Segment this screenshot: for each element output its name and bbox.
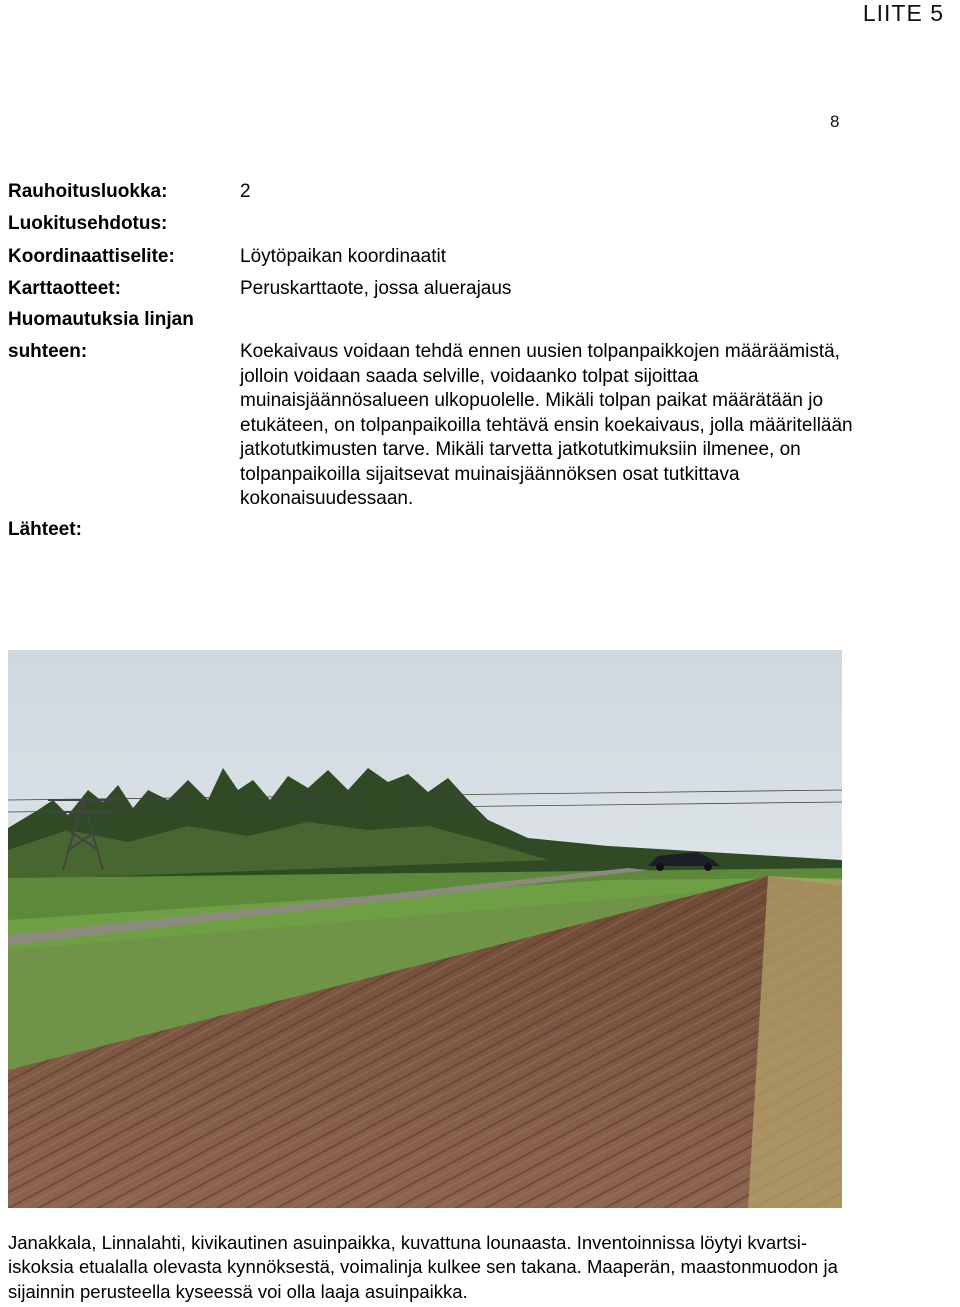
lahteet-label: Lähteet:: [8, 519, 82, 540]
luokitusehdotus-label: Luokitusehdotus:: [8, 213, 168, 234]
page-number: 8: [830, 112, 840, 131]
site-photo-illustration: [8, 650, 842, 1208]
rauhoitusluokka-label: Rauhoitusluokka:: [8, 181, 168, 202]
karttaotteet-value: Peruskarttaote, jossa aluerajaus: [240, 278, 512, 299]
koordinaattiselite-label: Koordinaattiselite:: [8, 246, 175, 267]
koordinaattiselite-value: Löytöpaikan koordinaatit: [240, 246, 446, 267]
huomautuksia-label-line2: suhteen:: [8, 341, 88, 362]
rauhoitusluokka-value: 2: [240, 181, 251, 202]
huomautuksia-text: Koekaivaus voidaan tehdä ennen uusien tolpanpaikkojen määräämistä, jolloin voidaan saada selville, voidaanko tolpat sijoittaa muinaisjäännösalueen ulkopuolelle. Mikäli tolpan paikat määrätään jo etukäteen, on tolpanpaikoilla tehtävä ensin koekaivaus, jolla määritellään jatkotutkimusten tarve. Mikäli tarvetta jatkotutkimuksiin ilmenee, on tolpanpaikoilla sijaitsevat muinaisjäännöksen osat tutkittava kokonaisuudessaan.: [240, 341, 853, 509]
appendix-label: LIITE 5: [862, 0, 944, 26]
photo-caption: Janakkala, Linnalahti, kivikautinen asuinpaikka, kuvattuna lounaasta. Inventoinnissa löytyi kvartsi-iskoksia etualalla olevasta kynnöksestä, voimalinja kulkee sen takana. Maaperän, maastonmuodon ja sijainnin perusteella kyseessä voi olla laaja asuinpaikka.: [8, 1232, 838, 1302]
huomautuksia-label-line1: Huomautuksia linjan: [8, 309, 194, 330]
karttaotteet-label: Karttaotteet:: [8, 278, 121, 299]
site-photo: [8, 650, 842, 1208]
